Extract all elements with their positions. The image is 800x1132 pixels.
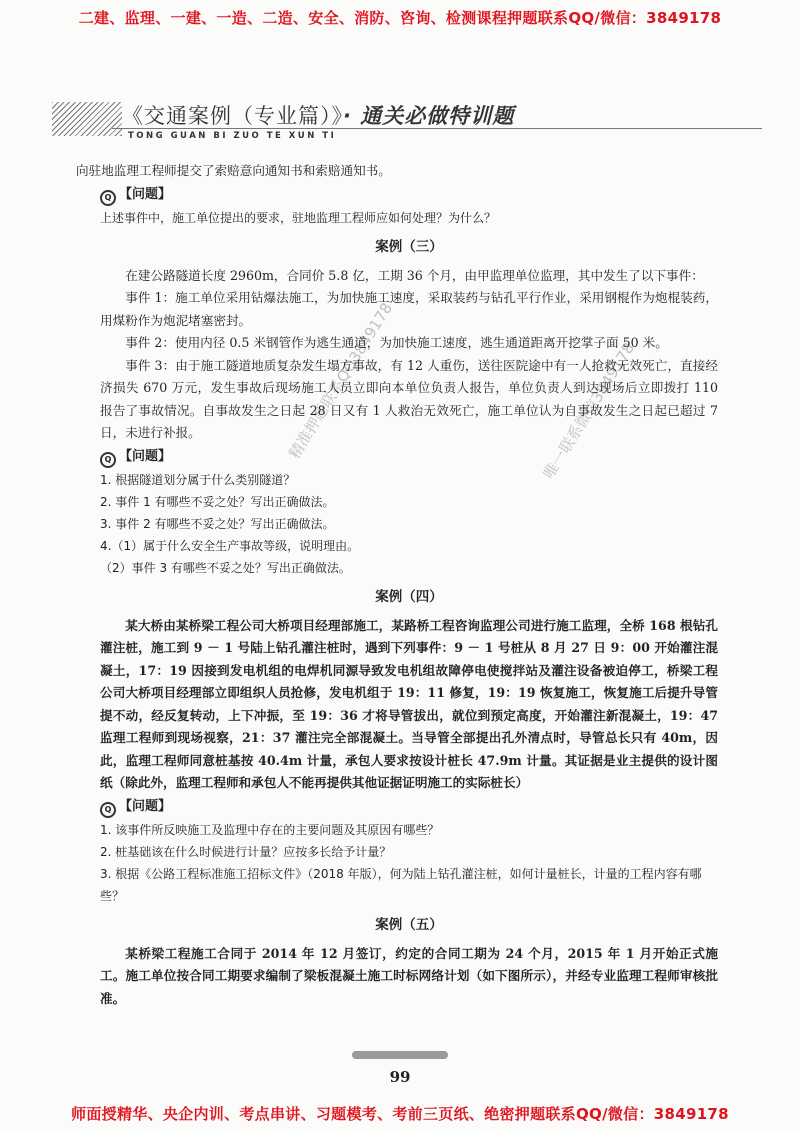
series-title: · 通关必做特训题	[343, 104, 515, 128]
case-paragraph: 事件 3：由于施工隧道地质复杂发生塌方事故，有 12 人重伤，送往医院途中有一人抢救无效死亡，直接经济损失 670 万元，发生事故后现场施工人员立即向本单位负责人报告，单位负责人到达现场后立即拨打 110 报告了事故情况。自事故发生之日起 28 日又有 1 人救治无效死亡，施工单位认为自事故发生之日起已超过 7 日，未进行补报。	[100, 357, 718, 440]
question-item: 上述事件中，施工单位提出的要求，驻地监理工程师应如何处理？为什么？	[100, 210, 497, 225]
page-body	[76, 160, 718, 1010]
case-title: 案例（三）	[375, 238, 443, 255]
header-rule	[112, 128, 762, 129]
watermark-qq: 精准押题联系QQ3849178	[285, 299, 397, 463]
case-paragraph: 事件 2：使用内径 0.5 米钢管作为逃生通道，为加快施工速度，逃生通道距离开挖掌子面 50 米。	[125, 335, 668, 350]
question-item: 3. 事件 2 有哪些不妥之处？写出正确做法。	[100, 516, 335, 531]
question-item: 2. 桩基础该在什么时候进行计量？应按多长给予计量？	[100, 844, 392, 859]
question-item: 2. 事件 1 有哪些不妥之处？写出正确做法。	[100, 494, 335, 509]
page-number: 99	[389, 1068, 411, 1086]
question-icon: Q	[100, 190, 116, 206]
bottom-ad-banner: 师面授精华、央企内训、考点串讲、习题模考、考前三页纸、绝密押题联系QQ/微信：3849178	[71, 1105, 729, 1123]
case-paragraph: 在建公路隧道长度 2960m，合同价 5.8 亿，工期 36 个月，由甲监理单位监理，其中发生了以下事件：	[125, 267, 704, 283]
intro-text: 向驻地监理工程师提交了索赔意向通知书和索赔通知书。	[76, 163, 391, 178]
case-paragraph: 事件 1：施工单位采用钻爆法施工，为加快施工速度，采取装药与钻孔平行作业，采用钢棍作为炮棍装药，用煤粉作为炮泥堵塞密封。	[100, 290, 718, 328]
header-title	[122, 100, 514, 130]
question-icon: Q	[100, 802, 116, 818]
case-title: 案例（四）	[375, 588, 443, 605]
question-heading: Q 【问题】	[100, 183, 718, 207]
running-header	[52, 98, 752, 156]
page-number-ornament	[352, 1051, 448, 1059]
top-ad-banner: 二建、监理、一建、一造、二造、安全、消防、咨询、检测课程押题联系QQ/微信：3849178	[78, 9, 722, 27]
case-paragraph: 某桥梁工程施工合同于 2014 年 12 月签订，约定的合同工期为 24 个月，2015 年 1 月开始正式施工。施工单位按合同工期要求编制了梁板混凝土施工时标网络计划（如下图所示），并经专业监理工程师审核批准。	[100, 945, 718, 1006]
question-item: 4.（1）属于什么安全生产事故等级，说明理由。	[100, 538, 360, 553]
watermark-wechat: 唯一联系微信3849178	[539, 339, 639, 483]
question-heading: Q 【问题】	[100, 445, 718, 469]
question-heading: Q 【问题】	[100, 795, 718, 819]
book-title: 《交通案例（专业篇）》	[122, 104, 343, 128]
question-item: 3. 根据《公路工程标准施工招标文件》（2018 年版），何为陆上钻孔灌注桩，如何计量桩长，计量的工程内容有哪些？	[100, 866, 702, 903]
question-item: 1. 该事件所反映施工及监理中存在的主要问题及其原因有哪些？	[100, 822, 440, 837]
header-subtitle: TONG GUAN BI ZUO TE XUN TI	[128, 131, 337, 141]
question-item: 1. 根据隧道划分属于什么类别隧道？	[100, 472, 296, 487]
case-paragraph: 某大桥由某桥梁工程公司大桥项目经理部施工，某路桥工程咨询监理公司进行施工监理，全桥 168 根钻孔灌注桩，施工到 9 － 1 号陆上钻孔灌注桩时，遇到下列事件：9 － 1 号桩从 8 月 27 日 9：00 开始灌注混凝土，17：19 因接到发电机组的电焊机同源导致发电机组故障停电使搅拌站及灌注设备被迫停工，桥梁工程公司大桥项目经理部立即组织人员抢修，发电机组于 19：11 修复，19：19 恢复施工，恢复施工后提升导管提不动，经反复转动，上下冲振，至 19：36 才将导管拔出，就位到预定高度，开始灌注新混凝土，19：47 监理工程师到现场视察，21：37 灌注完全部混凝土。当导管全部提出孔外清点时，导管总长只有 40m，因此，监理工程师同意桩基按 40.4m 计量，承包人要求按设计桩长 47.9m 计量。其证据是业主提供的设计图纸（除此外，监理工程师和承包人不能再提供其他证据证明施工的实际桩长）	[100, 617, 718, 790]
question-icon: Q	[100, 452, 116, 468]
case-title: 案例（五）	[375, 916, 443, 933]
header-stripes	[52, 102, 122, 136]
question-item: （2）事件 3 有哪些不妥之处？写出正确做法。	[100, 560, 351, 575]
